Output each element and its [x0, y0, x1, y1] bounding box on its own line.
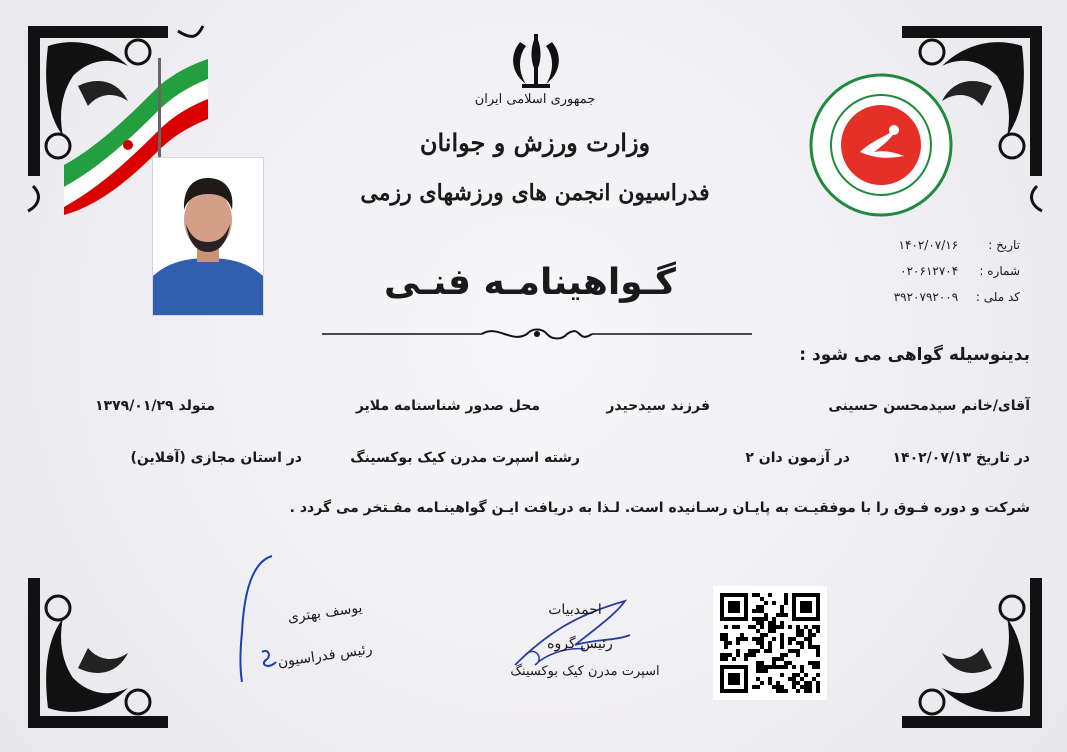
number-field: [840, 264, 1020, 278]
date-field: [840, 238, 1020, 252]
president-name: یوسف بهتری: [286, 599, 364, 627]
header-ministry: وزارت ورزش و جوانان: [419, 128, 651, 157]
field-name: رشته اسپرت مدرن کیک بوکسینگ: [350, 450, 580, 466]
holder-name: آقای/خانم سیدمحسن حسینی: [828, 398, 1030, 414]
date-label: تاریخ :: [988, 238, 1020, 252]
qr-code: [713, 586, 827, 700]
number-value: ۰۲۰۶۱۲۷۰۴: [900, 264, 959, 278]
birth-date: متولد ۱۳۷۹/۰۱/۲۹: [95, 398, 215, 414]
corner-ornament-bottom-right: [862, 538, 1052, 738]
national-code-label: کد ملی :: [975, 290, 1020, 304]
issue-place: محل صدور شناسنامه ملایر: [355, 398, 540, 414]
president-role: رئیس فدراسیون: [276, 641, 374, 671]
certificate-title: گـواهینامـه فنـی: [384, 262, 676, 303]
federation-logo: [808, 72, 954, 218]
group-head-field: اسپرت مدرن کیک بوکسینگ: [510, 664, 660, 679]
header-federation: فدراسیون انجمن های ورزشهای رزمی: [360, 180, 710, 206]
title-divider: [322, 322, 752, 346]
iran-emblem-icon: [500, 32, 572, 92]
exam-date: در تاریخ ۱۴۰۲/۰۷/۱۳: [892, 450, 1030, 466]
date-value: ۱۴۰۲/۰۷/۱۶: [898, 238, 959, 252]
exam-rank: در آزمون دان ۲: [745, 450, 850, 466]
avatar: [152, 157, 264, 316]
national-code-field: [840, 290, 1020, 304]
province: در استان مجازی (آفلاین): [130, 450, 302, 466]
number-label: شماره :: [979, 264, 1020, 278]
father-name: فرزند سیدحیدر: [606, 398, 710, 414]
national-code-value: ۳۹۲۰۷۹۲۰۰۹: [893, 290, 959, 304]
group-head-role: رئیس گروه: [547, 636, 613, 652]
corner-ornament-bottom-left: [18, 538, 208, 738]
closing-line: شرکت و دوره فـوق را با موفقیـت به پایـان رسـانیده است. لـذا به دریافت ایـن گواهینـامه مفـتخر می گردد .: [289, 500, 1030, 516]
group-head-name: احمدبیات: [548, 602, 602, 618]
header-republic: جمهوری اسلامی ایران: [474, 92, 596, 107]
intro-line: بدینوسیله گواهی می شود :: [799, 345, 1030, 365]
